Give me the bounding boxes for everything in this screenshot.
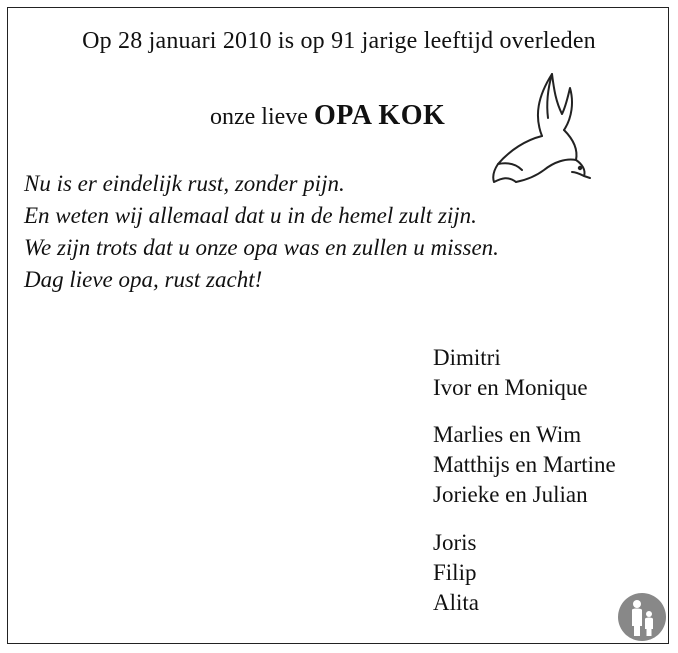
family-group [433,420,616,510]
family-group [433,343,588,403]
family-member: Alita [433,590,479,615]
deceased-name: OPA KOK [313,100,446,131]
headline: Op 28 januari 2010 is op 91 jarige leeftijd overleden [82,28,596,54]
family-member: Matthijs en Martine [433,452,616,477]
name-prefix: onze lieve [210,104,308,130]
verse [24,168,499,296]
family-member: Marlies en Wim [433,422,582,447]
family-member: Filip [433,560,477,585]
verse-line: Dag lieve opa, rust zacht! [24,267,263,292]
family-member: Jorieke en Julian [433,482,588,507]
verse-line: We zijn trots dat u onze opa was en zullen u missen. [24,235,499,260]
name-line [210,100,445,132]
family-logo-icon [617,592,667,642]
family-member: Dimitri [433,345,501,370]
verse-line: Nu is er eindelijk rust, zonder pijn. [24,171,345,196]
family-member: Joris [433,530,477,555]
family-member: Ivor en Monique [433,375,588,400]
family-group [433,528,479,618]
verse-line: En weten wij allemaal dat u in de hemel zult zijn. [24,203,477,228]
